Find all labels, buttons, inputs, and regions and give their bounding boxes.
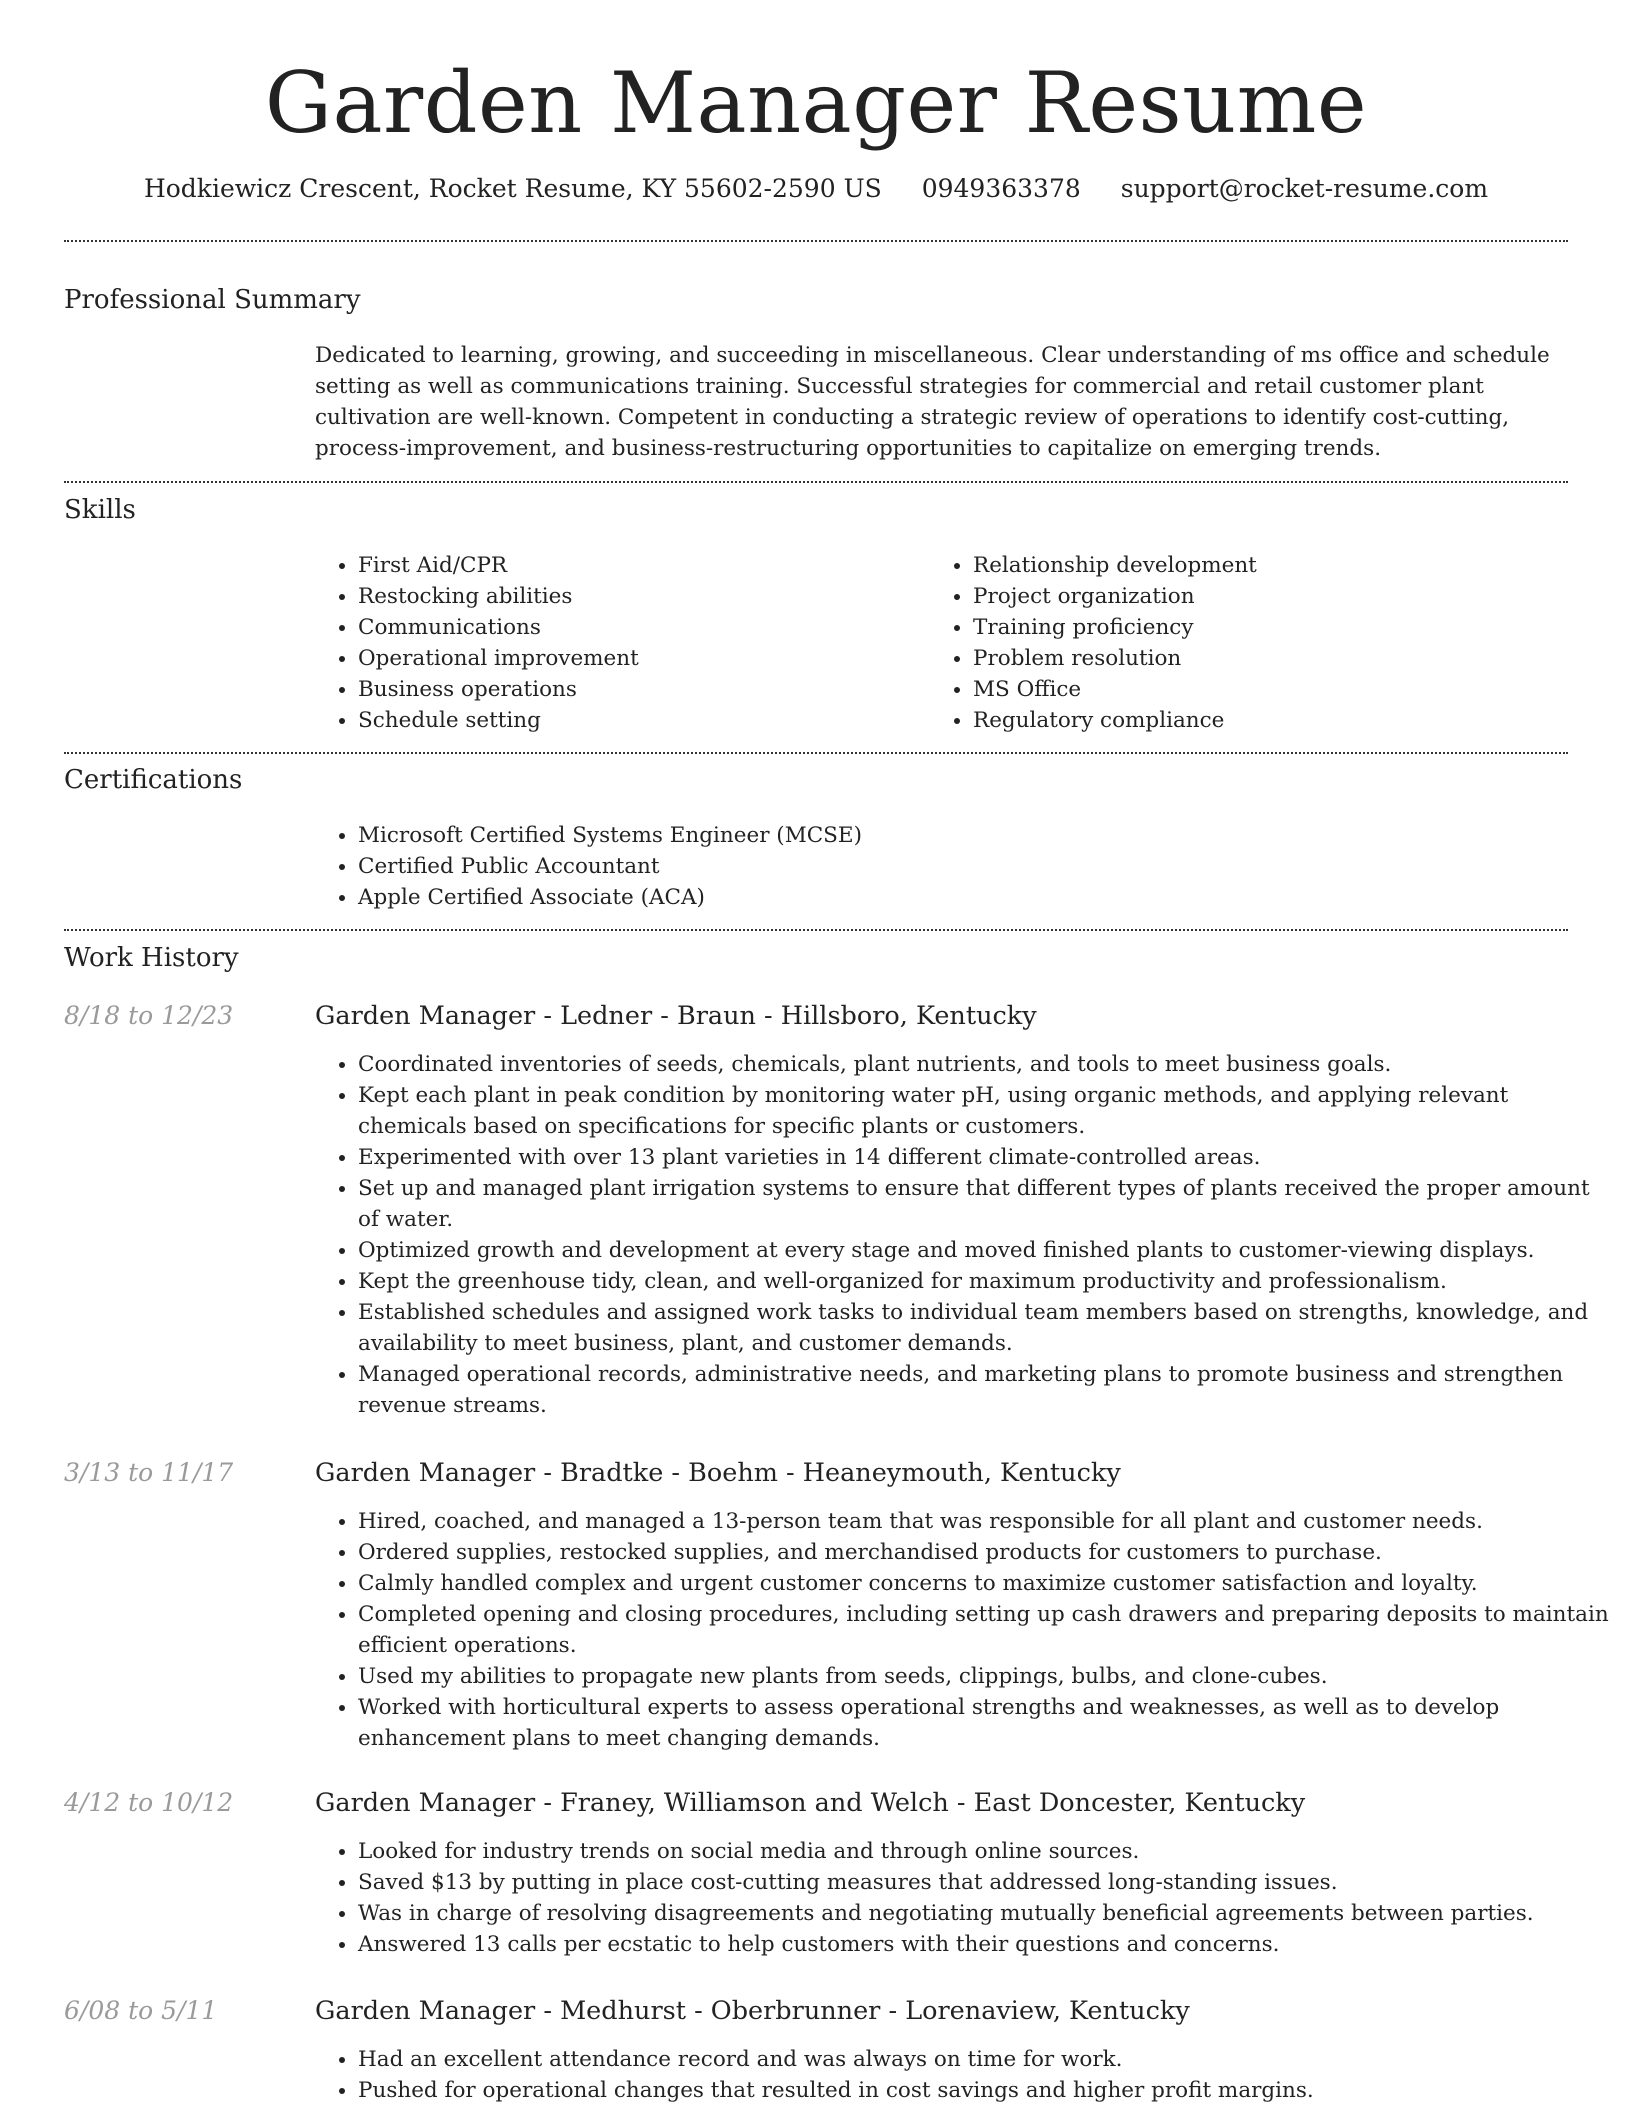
- summary-text: Dedicated to learning, growing, and succeeding in miscellaneous. Clear understanding of ms office and schedule setting as well as communications training. Successful strategies for commercial and retail customer plant cultivation are well-known. Competent in conducting a strategic review of operations to identify cost-cutting, process-improvement, and business-restructuring opportunities to capitalize on emerging trends.: [315, 343, 1550, 461]
- job-bullets: [314, 1836, 1610, 1960]
- job-bullet: • Pushed for operational changes that resulted in cost savings and higher profit margins.: [358, 2075, 1610, 2106]
- job-bullet: • Optimized growth and development at every stage and moved finished plants to customer-viewing displays.: [358, 1235, 1610, 1266]
- job-bullet: • Answered 13 calls per ecstatic to help customers with their questions and concerns.: [358, 1929, 1610, 1960]
- section-heading-certifications: Certifications: [64, 765, 243, 795]
- skills-list-right: [929, 550, 1573, 736]
- skill-item: • Operational improvement: [358, 643, 918, 674]
- divider: [64, 929, 1568, 931]
- skill-item: • First Aid/CPR: [358, 550, 918, 581]
- job-bullet: • Established schedules and assigned work tasks to individual team members based on strengths, knowledge, and availability to meet business, plant, and customer demands.: [358, 1297, 1610, 1359]
- job-bullet: • Saved $13 by putting in place cost-cutting measures that addressed long-standing issues.: [358, 1867, 1610, 1898]
- contact-email: support@rocket-resume.com: [1120, 174, 1489, 203]
- job-title: Garden Manager - Franey, Williamson and Welch - East Doncester, Kentucky: [315, 1788, 1306, 1818]
- contact-line: [0, 170, 1632, 208]
- skill-item: • Restocking abilities: [358, 581, 918, 612]
- job-bullet: • Was in charge of resolving disagreements and negotiating mutually beneficial agreements between parties.: [358, 1898, 1610, 1929]
- skill-item: • Project organization: [973, 581, 1573, 612]
- skill-item: • Relationship development: [973, 550, 1573, 581]
- section-heading-skills: Skills: [64, 495, 136, 525]
- job-bullet: • Kept the greenhouse tidy, clean, and well-organized for maximum productivity and professionalism.: [358, 1266, 1610, 1297]
- section-heading-summary: Professional Summary: [64, 285, 361, 315]
- job-bullet: • Managed operational records, administrative needs, and marketing plans to promote business and strengthen revenue streams.: [358, 1359, 1610, 1421]
- page-title: Garden Manager Resume: [264, 54, 1368, 152]
- job-bullet: • Experimented with over 13 plant varieties in 14 different climate-controlled areas.: [358, 1142, 1610, 1173]
- contact-address: Hodkiewicz Crescent, Rocket Resume, KY 55602-2590 US: [143, 174, 882, 203]
- job-bullets: [314, 1049, 1610, 1421]
- divider: [64, 240, 1568, 242]
- job-bullet: • Completed opening and closing procedures, including setting up cash drawers and preparing deposits to maintain efficient operations.: [358, 1599, 1610, 1661]
- divider: [64, 752, 1568, 754]
- job-bullet: • Used my abilities to propagate new plants from seeds, clippings, bulbs, and clone-cubes.: [358, 1661, 1610, 1692]
- certification-item: • Apple Certified Associate (ACA): [358, 882, 1558, 913]
- skill-item: • Schedule setting: [358, 705, 918, 736]
- skill-item: • Communications: [358, 612, 918, 643]
- contact-phone: 0949363378: [921, 174, 1081, 203]
- certifications-list: [314, 820, 1558, 913]
- job-dates: 6/08 to 5/11: [64, 1996, 218, 2025]
- job-dates: 3/13 to 11/17: [64, 1458, 234, 1487]
- job-bullet: • Hired, coached, and managed a 13-person team that was responsible for all plant and customer needs.: [358, 1506, 1610, 1537]
- job-bullet: • Coordinated inventories of seeds, chemicals, plant nutrients, and tools to meet business goals.: [358, 1049, 1610, 1080]
- certification-item: • Microsoft Certified Systems Engineer (MCSE): [358, 820, 1558, 851]
- job-bullet: • Ordered supplies, restocked supplies, and merchandised products for customers to purchase.: [358, 1537, 1610, 1568]
- job-bullet: • Looked for industry trends on social media and through online sources.: [358, 1836, 1610, 1867]
- job-bullet: • Set up and managed plant irrigation systems to ensure that different types of plants received the proper amount of water.: [358, 1173, 1610, 1235]
- job-dates: 4/12 to 10/12: [64, 1788, 234, 1817]
- job-bullet: • Kept each plant in peak condition by monitoring water pH, using organic methods, and applying relevant chemicals based on specifications for specific plants or customers.: [358, 1080, 1610, 1142]
- skills-list-left: [314, 550, 918, 736]
- job-title: Garden Manager - Medhurst - Oberbrunner - Lorenaview, Kentucky: [315, 1996, 1190, 2026]
- divider: [64, 481, 1568, 483]
- skill-item: • Problem resolution: [973, 643, 1573, 674]
- job-dates: 8/18 to 12/23: [64, 1001, 234, 1030]
- job-bullets: [314, 1506, 1610, 1754]
- job-title: Garden Manager - Bradtke - Boehm - Heaneymouth, Kentucky: [315, 1458, 1121, 1488]
- job-bullets: [314, 2044, 1610, 2106]
- job-bullet: • Had an excellent attendance record and was always on time for work.: [358, 2044, 1610, 2075]
- skill-item: • Training proficiency: [973, 612, 1573, 643]
- certification-item: • Certified Public Accountant: [358, 851, 1558, 882]
- job-title: Garden Manager - Ledner - Braun - Hillsboro, Kentucky: [315, 1001, 1037, 1031]
- job-bullet: • Calmly handled complex and urgent customer concerns to maximize customer satisfaction and loyalty.: [358, 1568, 1610, 1599]
- skill-item: • Business operations: [358, 674, 918, 705]
- skill-item: • MS Office: [973, 674, 1573, 705]
- section-heading-work-history: Work History: [64, 943, 239, 973]
- job-bullet: • Worked with horticultural experts to assess operational strengths and weaknesses, as well as to develop enhancement plans to meet changing demands.: [358, 1692, 1610, 1754]
- skill-item: • Regulatory compliance: [973, 705, 1573, 736]
